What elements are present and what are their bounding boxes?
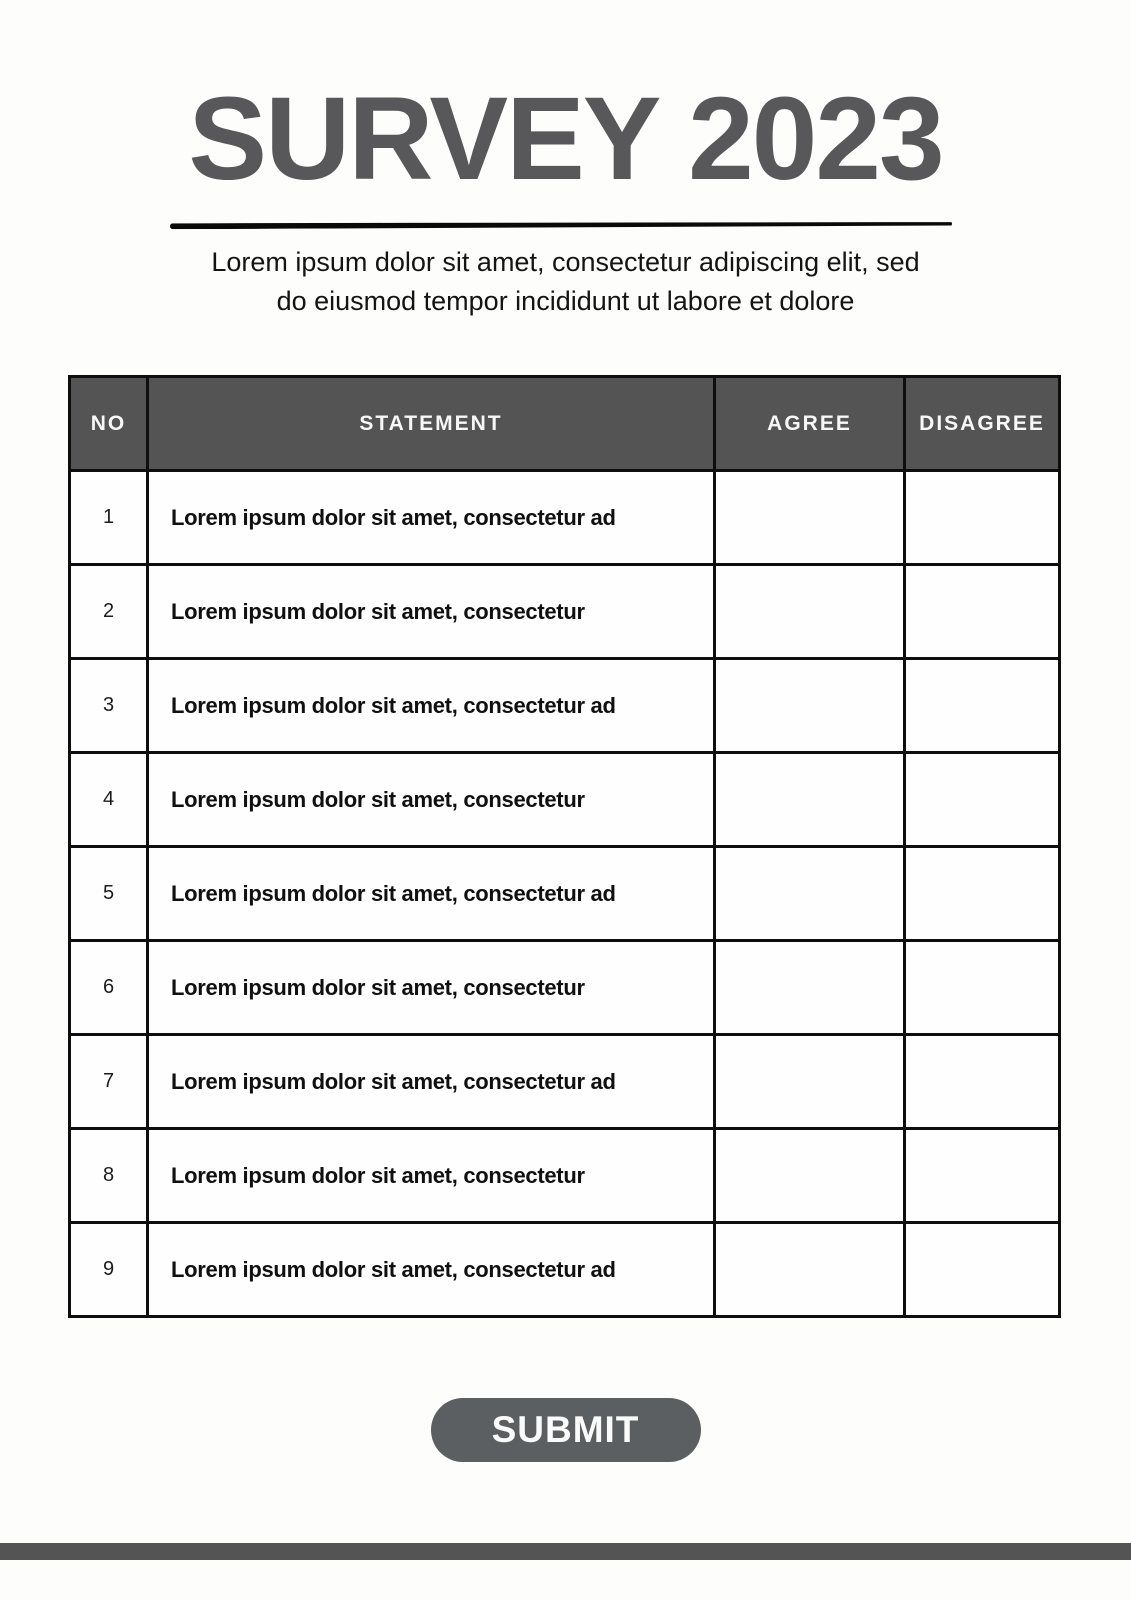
row-number: 3: [70, 659, 148, 753]
table-row: [70, 1035, 1060, 1129]
row-number: 6: [70, 941, 148, 1035]
statement-text: Lorem ipsum dolor sit amet, consectetur ad: [148, 1223, 715, 1317]
subtitle-line-1: Lorem ipsum dolor sit amet, consectetur adipiscing elit, sed: [211, 247, 920, 277]
agree-cell[interactable]: [715, 659, 905, 753]
title-divider-line: [170, 221, 952, 229]
disagree-cell[interactable]: [905, 565, 1060, 659]
table-row: [70, 1129, 1060, 1223]
page-title: SURVEY 2023: [188, 73, 943, 205]
table-row: [70, 847, 1060, 941]
statement-text: Lorem ipsum dolor sit amet, consectetur ad: [148, 847, 715, 941]
subtitle-line-2: do eiusmod tempor incididunt ut labore et dolore: [276, 286, 855, 316]
column-header-no: NO: [70, 377, 148, 471]
statement-text: Lorem ipsum dolor sit amet, consectetur ad: [148, 659, 715, 753]
statement-text: Lorem ipsum dolor sit amet, consectetur: [148, 1129, 715, 1223]
statement-text: Lorem ipsum dolor sit amet, consectetur ad: [148, 1035, 715, 1129]
row-number: 7: [70, 1035, 148, 1129]
page-subtitle: [0, 243, 1131, 321]
disagree-cell[interactable]: [905, 1035, 1060, 1129]
agree-cell[interactable]: [715, 471, 905, 565]
agree-cell[interactable]: [715, 1223, 905, 1317]
agree-cell[interactable]: [715, 941, 905, 1035]
bottom-accent-bar: [0, 1543, 1131, 1560]
submit-button[interactable]: SUBMIT: [431, 1398, 701, 1462]
table-row: [70, 941, 1060, 1035]
column-header-disagree: DISAGREE: [905, 377, 1060, 471]
disagree-cell[interactable]: [905, 471, 1060, 565]
row-number: 4: [70, 753, 148, 847]
agree-cell[interactable]: [715, 565, 905, 659]
agree-cell[interactable]: [715, 1129, 905, 1223]
statement-text: Lorem ipsum dolor sit amet, consectetur ad: [148, 471, 715, 565]
column-header-agree: AGREE: [715, 377, 905, 471]
table-row: [70, 1223, 1060, 1317]
statement-text: Lorem ipsum dolor sit amet, consectetur: [148, 753, 715, 847]
disagree-cell[interactable]: [905, 1223, 1060, 1317]
row-number: 5: [70, 847, 148, 941]
statement-text: Lorem ipsum dolor sit amet, consectetur: [148, 565, 715, 659]
disagree-cell[interactable]: [905, 941, 1060, 1035]
table-row: [70, 659, 1060, 753]
row-number: 8: [70, 1129, 148, 1223]
disagree-cell[interactable]: [905, 753, 1060, 847]
disagree-cell[interactable]: [905, 659, 1060, 753]
row-number: 9: [70, 1223, 148, 1317]
disagree-cell[interactable]: [905, 847, 1060, 941]
row-number: 2: [70, 565, 148, 659]
statement-text: Lorem ipsum dolor sit amet, consectetur: [148, 941, 715, 1035]
agree-cell[interactable]: [715, 847, 905, 941]
table-row: [70, 471, 1060, 565]
column-header-statement: STATEMENT: [148, 377, 715, 471]
survey-table: [68, 375, 1061, 1318]
table-row: [70, 753, 1060, 847]
row-number: 1: [70, 471, 148, 565]
agree-cell[interactable]: [715, 1035, 905, 1129]
table-row: [70, 565, 1060, 659]
disagree-cell[interactable]: [905, 1129, 1060, 1223]
table-header-row: [70, 377, 1060, 471]
agree-cell[interactable]: [715, 753, 905, 847]
